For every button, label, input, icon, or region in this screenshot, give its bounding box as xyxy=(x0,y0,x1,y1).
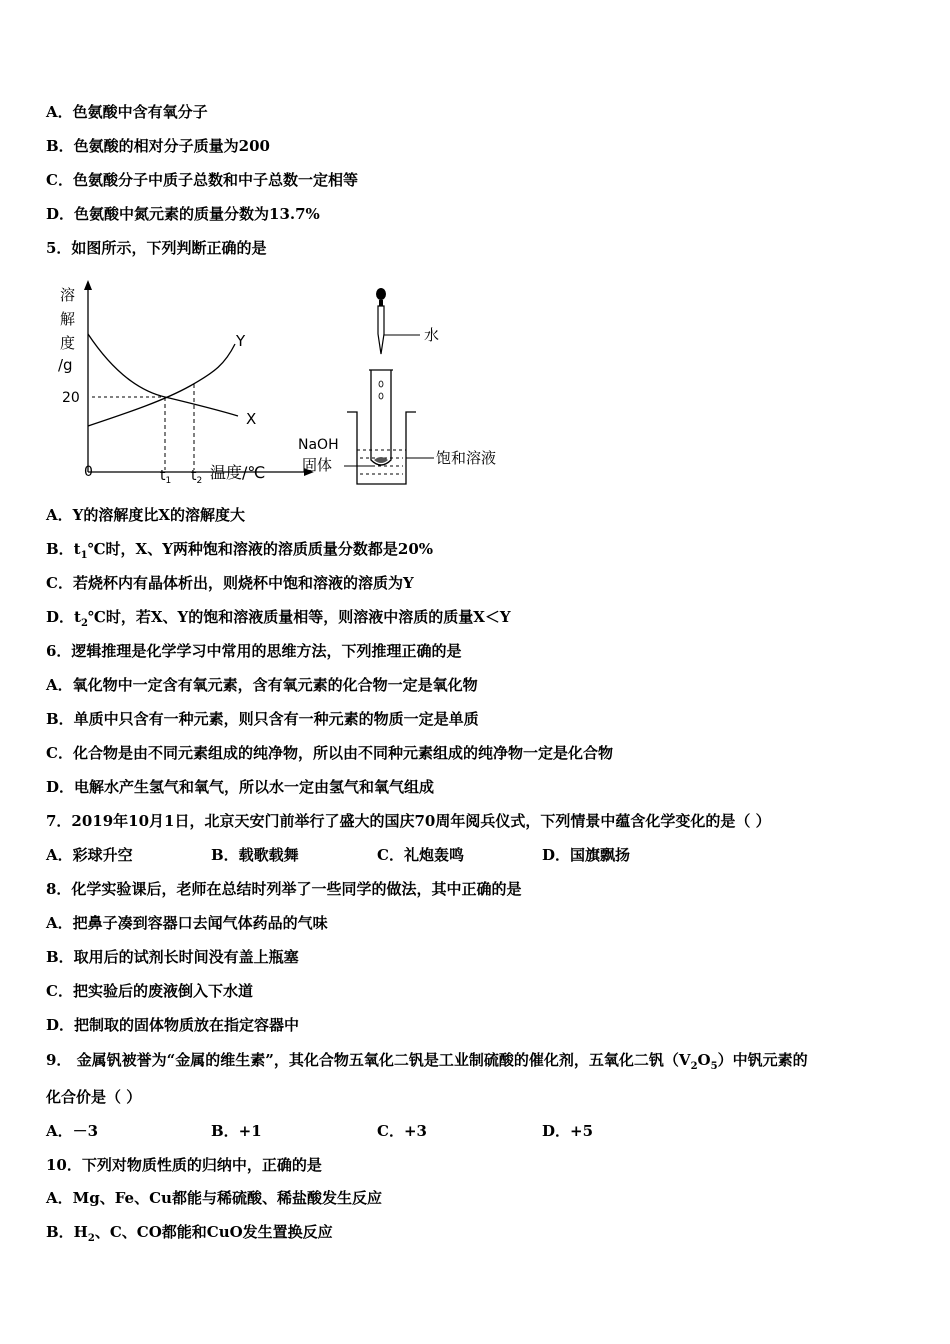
q7-option-d: D．国旗飘扬 xyxy=(542,846,631,864)
q8-option-a: A．把鼻子凑到容器口去闻气体药品的气味 xyxy=(46,914,328,932)
q5-stem: 5．如图所示，下列判断正确的是 xyxy=(46,239,267,257)
q7-stem: 7．2019年10月1日，北京天安门前举行了盛大的国庆70周年阅兵仪式，下列情景中蕴含化学变化的是（ ） xyxy=(46,812,771,830)
dropper xyxy=(376,288,439,354)
x-axis-label: 温度/℃ xyxy=(210,463,266,482)
water-label: 水 xyxy=(424,326,440,344)
y-axis-label-4: /g xyxy=(58,356,73,374)
q5-option-a: A．Y的溶解度比X的溶解度大 xyxy=(46,506,245,524)
q4-option-b: B．色氨酸的相对分子质量为200 xyxy=(46,137,270,155)
y-axis-label-2: 解 xyxy=(60,310,76,328)
q6-option-a: A．氧化物中一定含有氧元素，含有氧元素的化合物一定是氧化物 xyxy=(46,676,478,694)
q6-stem: 6．逻辑推理是化学学习中常用的思维方法，下列推理正确的是 xyxy=(46,642,462,660)
q6-option-d: D．电解水产生氢气和氧气，所以水一定由氢气和氧气组成 xyxy=(46,778,435,796)
q8-stem: 8．化学实验课后，老师在总结时列举了一些同学的做法，其中正确的是 xyxy=(46,880,522,898)
q10-option-b: B．$H_2$、C、CO都能和CuO发生置换反应 xyxy=(46,1223,333,1244)
y-tick-20: 20 xyxy=(62,390,80,406)
x-tick-t2: t xyxy=(191,468,197,484)
q5-figure xyxy=(40,272,510,498)
x-tick-t1: t xyxy=(160,468,166,484)
origin-label: 0 xyxy=(84,464,93,480)
q5-option-b: B．$t_1℃$时，X、Y两种饱和溶液的溶质质量分数都是20% xyxy=(46,540,434,561)
q9-option-b: B．+1 xyxy=(211,1122,262,1140)
q9-stem-line2: 化合价是（ ） xyxy=(46,1088,142,1106)
q6-option-b: B．单质中只含有一种元素，则只含有一种元素的物质一定是单质 xyxy=(46,710,479,728)
solubility-graph xyxy=(58,280,314,486)
q10-stem: 10．下列对物质性质的归纳中，正确的是 xyxy=(46,1156,322,1174)
q8-option-d: D．把制取的固体物质放在指定容器中 xyxy=(46,1016,300,1034)
q5-option-d: D．$t_2℃$时，若X、Y的饱和溶液质量相等，则溶液中溶质的质量X＜Y xyxy=(46,608,511,629)
q5-option-c: C．若烧杯内有晶体析出，则烧杯中饱和溶液的溶质为Y xyxy=(46,574,414,592)
y-axis-label-3: 度 xyxy=(60,334,76,352)
q7-option-a: A．彩球升空 xyxy=(46,846,133,864)
q7-option-c: C．礼炮轰鸣 xyxy=(377,846,464,864)
q9-stem: 9． 金属钒被誉为“金属的维生素”，其化合物五氧化二钒是工业制硫酸的催化剂，五氧化二钒$(V_2O_5)$中钒元素的 xyxy=(46,1051,808,1072)
q7-option-b: B．载歌载舞 xyxy=(211,846,299,864)
q10-option-a: A．Mg、Fe、Cu都能与稀硫酸、稀盐酸发生反应 xyxy=(46,1189,382,1207)
q8-option-b: B．取用后的试剂长时间没有盖上瓶塞 xyxy=(46,948,299,966)
q8-option-c: C．把实验后的废液倒入下水道 xyxy=(46,982,253,1000)
naoh-label: NaOH xyxy=(298,437,339,453)
curve-y-label: Y xyxy=(236,332,246,350)
q9-option-a: A．－3 xyxy=(46,1122,99,1140)
svg-text:t2: $t_2$ xyxy=(191,468,203,486)
q9-option-d: D．+5 xyxy=(542,1122,594,1140)
q4-option-c: C．色氨酸分子中质子总数和中子总数一定相等 xyxy=(46,171,358,189)
y-axis-label-1: 溶 xyxy=(60,286,76,304)
curve-x-label: X xyxy=(246,410,257,428)
q6-option-c: C．化合物是由不同元素组成的纯净物，所以由不同种元素组成的纯净物一定是化合物 xyxy=(46,744,613,762)
q4-option-a: A．色氨酸中含有氧分子 xyxy=(46,103,208,121)
q4-option-d: D．色氨酸中氮元素的质量分数为13.7% xyxy=(46,205,320,223)
solution-label: 饱和溶液 xyxy=(436,449,497,467)
svg-text:t1: $t_1$ xyxy=(160,468,172,486)
q9-option-c: C．+3 xyxy=(377,1122,427,1140)
beaker xyxy=(298,370,496,484)
solid-label: 固体 xyxy=(302,456,333,474)
